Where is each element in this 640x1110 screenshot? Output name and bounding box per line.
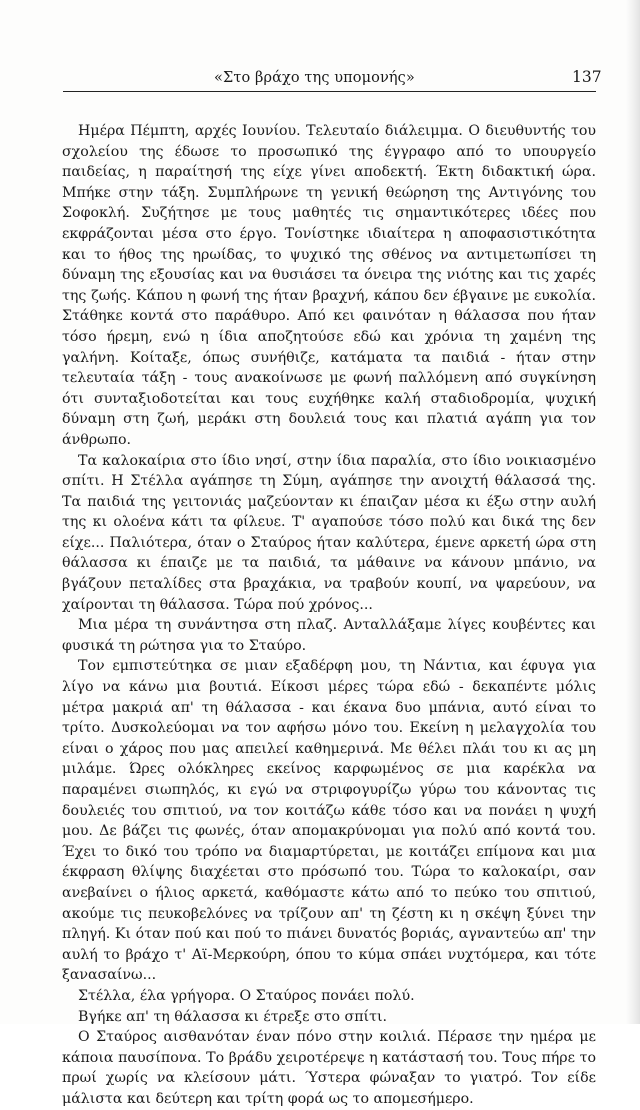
page-number: 137 <box>572 68 602 86</box>
paragraph: Τον εμπιστεύτηκα σε μιαν εξαδέρφη μου, τη Νάντια, και έφυγα για λίγο να κάνω μια βουτιά. Είκοσι μέρες τώρα εδώ - δεκαπέντε μόλις μέτρα μακριά απ' τη θάλασσα - και έκανα δυο μπάνια, αυτό είναι το τρίτο. Δυσκολεύομαι να τον αφήσω μόνο του. Εκείνη η μελαγχολία του είναι ο χάρος που μας απειλεί καθημερινά. Με θέλει πλάι του κι ας μη μιλάμε. Ώρες ολόκληρες εκείνος καρφωμένος σε μια καρέκλα να παραμένει σιωπηλός, κι εγώ να στριφογυρίζω γύρω του κάνοντας τις δουλειές του σπιτιού, να τον κοιτάζω κάθε τόσο και να πονάει η ψυχή μου. Δε βάζει τις φωνές, όταν απομακρύνομαι για πολύ από κοντά του. Έχει το δικό του τρόπο να διαμαρτύρεται, με κοιτάζει επίμονα και μια έκφραση θλίψης διαχέεται στο πρόσωπό του. Τώρα το καλοκαίρι, σαν ανεβαίνει ο ήλιος αρκετά, καθόμαστε κάτω από το πεύκο του σπιτιού, ακούμε τις πευκοβελόνες να τρίζουν απ' τη ζέστη κι η σκέψη ξύνει την πληγή. Κι όταν πού και πού το πιάνει δυνατός βοριάς, αγναντεύω απ' την αυλή το βράχο τ' Αϊ-Μερκούρη, όπου το κύμα σπάει νυχτόμερα, και τότε ξανασαίνω... <box>62 658 596 984</box>
paragraph: Βγήκε απ' τη θάλασσα κι έτρεξε στο σπίτι. <box>78 1008 388 1025</box>
paragraph: Ο Σταύρος αισθανόταν έναν πόνο στην κοιλιά. Πέρασε την ημέρα με κάποια παυσίπονα. Το βράδυ χειροτέρεψε η κατάστασή του. Τους πήρε το πρωί χωρίς να κλείσουν μάτι. Ύστερα φώναξαν το γιατρό. Τον είδε μάλιστα και δεύτερη και τρίτη φορά ως το απομεσήμερο. <box>62 1029 596 1107</box>
paragraph: Στέλλα, έλα γρήγορα. Ο Σταύρος πονάει πολύ. <box>78 987 415 1004</box>
scan-shadow-edge <box>626 0 640 1024</box>
paragraph: Τα καλοκαίρια στο ίδιο νησί, στην ίδια παραλία, στο ίδιο νοικιασμένο σπίτι. Η Στέλλα αγάπησε τη Σύμη, αγάπησε την ανοιχτή θάλασσά της. Τα παιδιά της γειτονιάς μαζεύονταν κι έπαιζαν μέσα κι έξω στην αυλή της κι ολοένα κάτι τα φίλευε. Τ' αγαπούσε τόσο πολύ και δικά της δεν είχε... Παλιότερα, όταν ο Σταύρος ήταν καλύτερα, έμενε αρκετή ώρα στη θάλασσα κι έπαιζε με τα παιδιά, τα μάθαινε να κάνουν μπάνιο, να βγάζουν πεταλίδες στα βραχάκια, να τραβούν κουπί, να ψαρεύουν, να χαίρονται τη θάλασσα. Τώρα πού χρόνος... <box>62 452 596 613</box>
paragraph: Μια μέρα τη συνάντησα στη πλαζ. Ανταλλάξαμε λίγες κουβέντες και φυσικά τη ρώτησα για το Σταύρο. <box>62 617 596 654</box>
running-title: «Στο βράχο της υπομονής» <box>214 70 415 86</box>
running-header <box>0 66 640 90</box>
paragraph: Ημέρα Πέμπτη, αρχές Ιουνίου. Τελευταίο διάλειμμα. Ο διευθυντής του σχολείου της έδωσε το προσωπικό της έγγραφο από το υπουργείο παιδείας, η παραίτησή της είχε γίνει αποδεκτή. Έκτη διδακτική ώρα. Μπήκε στην τάξη. Συμπλήρωνε τη γενική θεώρηση της Αντιγόνης του Σοφοκλή. Συζήτησε με τους μαθητές τις σημαντικότερες ιδέες που εκφράζονται μέσα στο έργο. Τονίστηκε ιδιαίτερα η αποφασιστικότητα και το ήθος της ηρωίδας, το ψυχικό της σθένος να αντιμετωπίσει τη δύναμη της εξουσίας και να θυσιάσει τα όνειρα της νιότης και τις χαρές της ζωής. Κάπου η φωνή της ήταν βραχνή, κάπου δεν έβγαινε με ευκολία. Στάθηκε κοντά στο παράθυρο. Από κει φαινόταν η θάλασσα που ήταν τόσο ήρεμη, ενώ η ίδια αποζητούσε εδώ και χρόνια τη χαμένη της γαλήνη. Κοίταξε, όπως συνήθιζε, κατάματα τα παιδιά - ήταν στην τελευταία τάξη - τους ανακοίνωσε με φωνή παλλόμενη από συγκίνηση ότι συνταξιοδοτείται και τους ευχήθηκε καλή σταδιοδρομία, ψυχική δύναμη στη ζωή, μεράκι στη δουλειά τους και πλατιά αγάπη για τον άνθρωπο. <box>62 123 596 448</box>
body-text <box>62 121 596 1107</box>
header-rule <box>63 91 596 92</box>
